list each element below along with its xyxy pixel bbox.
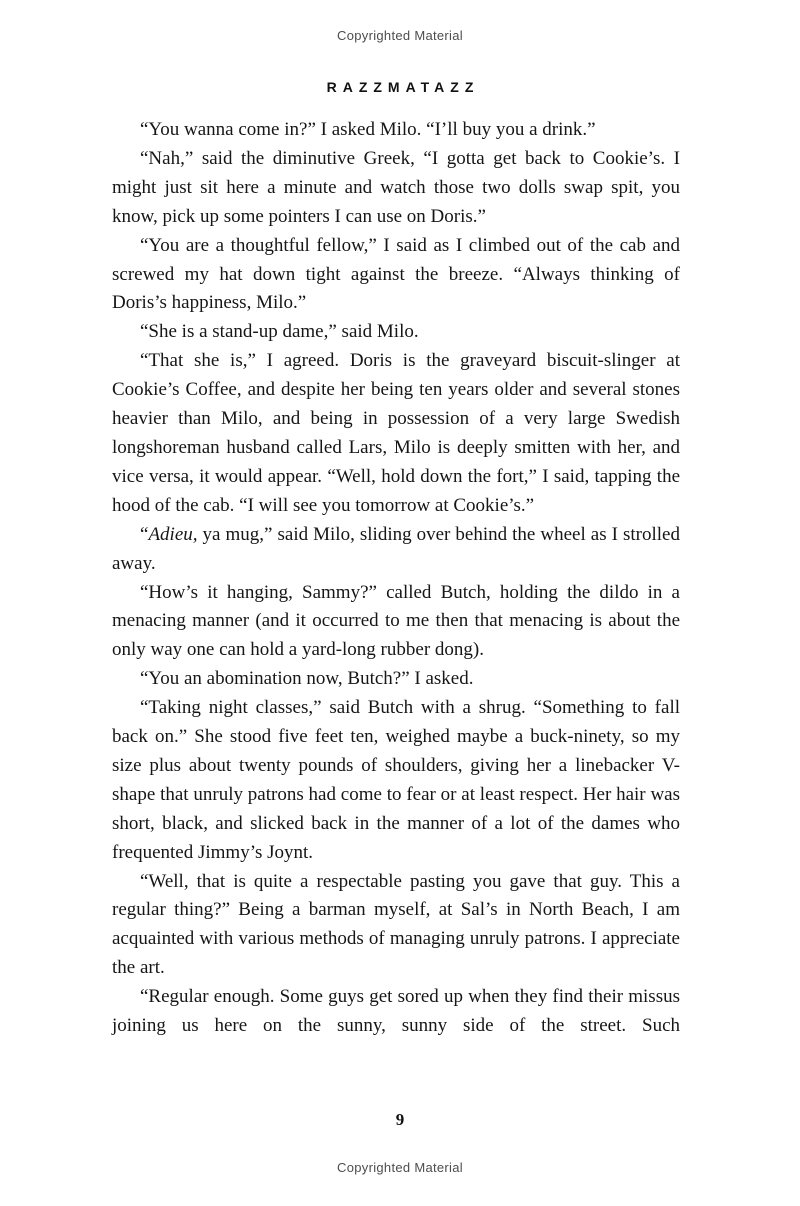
paragraph: “You wanna come in?” I asked Milo. “I’ll buy you a drink.” [140,119,596,140]
body-text [112,116,680,1041]
paragraph: “How’s it hanging, Sammy?” called Butch, holding the dildo in a menacing manner (and it occurred to me then that menacing is about the only way one can hold a yard-long rubber dong). [112,581,680,661]
paragraph-text: “ [140,523,149,545]
paragraph: “Regular enough. Some guys get sored up when they find their missus joining us here on the sunny, sunny side of the street. Such [112,986,680,1037]
paragraph [112,521,680,579]
running-head: RAZZMATAZZ [326,79,480,95]
paragraph: “You an abomination now, Butch?” I asked. [140,668,474,690]
paragraph: “You are a thoughtful fellow,” I said as I climbed out of the cab and screwed my hat down tight against the breeze. “Always thinking of Doris’s happiness, Milo.” [112,234,680,314]
copyright-notice-top: Copyrighted Material [337,28,463,43]
copyright-notice-bottom: Copyrighted Material [337,1160,463,1175]
page-number: 9 [395,1110,405,1129]
paragraph: “Well, that is quite a respectable pasting you gave that guy. This a regular thing?” Being a barman myself, at Sal’s in North Beach, I am acquainted with various methods of managing unruly patrons. I appreciate the art. [112,870,680,979]
paragraph: “That she is,” I agreed. Doris is the graveyard biscuit-slinger at Cookie’s Coffee, and despite her being ten years older and several stones heavier than Milo, and being in possession of a very large Swedish longshoreman husband called Lars, Milo is deeply smitten with her, and vice versa, it would appear. “Well, hold down the fort,” I said, tapping the hood of the cab. “I will see you tomorrow at Cookie’s.” [112,350,680,516]
paragraph-text: ya mug,” said Milo, sliding over behind the wheel as I strolled away. [112,523,680,574]
paragraph: “She is a stand-up dame,” said Milo. [140,321,419,343]
paragraph: “Nah,” said the diminutive Greek, “I gotta get back to Cookie’s. I might just sit here a minute and watch those two dolls swap spit, you know, pick up some pointers I can use on Doris.” [112,147,680,227]
paragraph: “Taking night classes,” said Butch with a shrug. “Something to fall back on.” She stood five feet ten, weighed maybe a buck-ninety, so my size plus about twenty pounds of shoulders, giving her a linebacker V-shape that unruly patrons had come to fear or at least respect. Her hair was short, black, and slicked back in the manner of a lot of the dames who frequented Jimmy’s Joynt. [112,697,680,863]
paragraph-italic-text: Adieu, [148,523,198,545]
